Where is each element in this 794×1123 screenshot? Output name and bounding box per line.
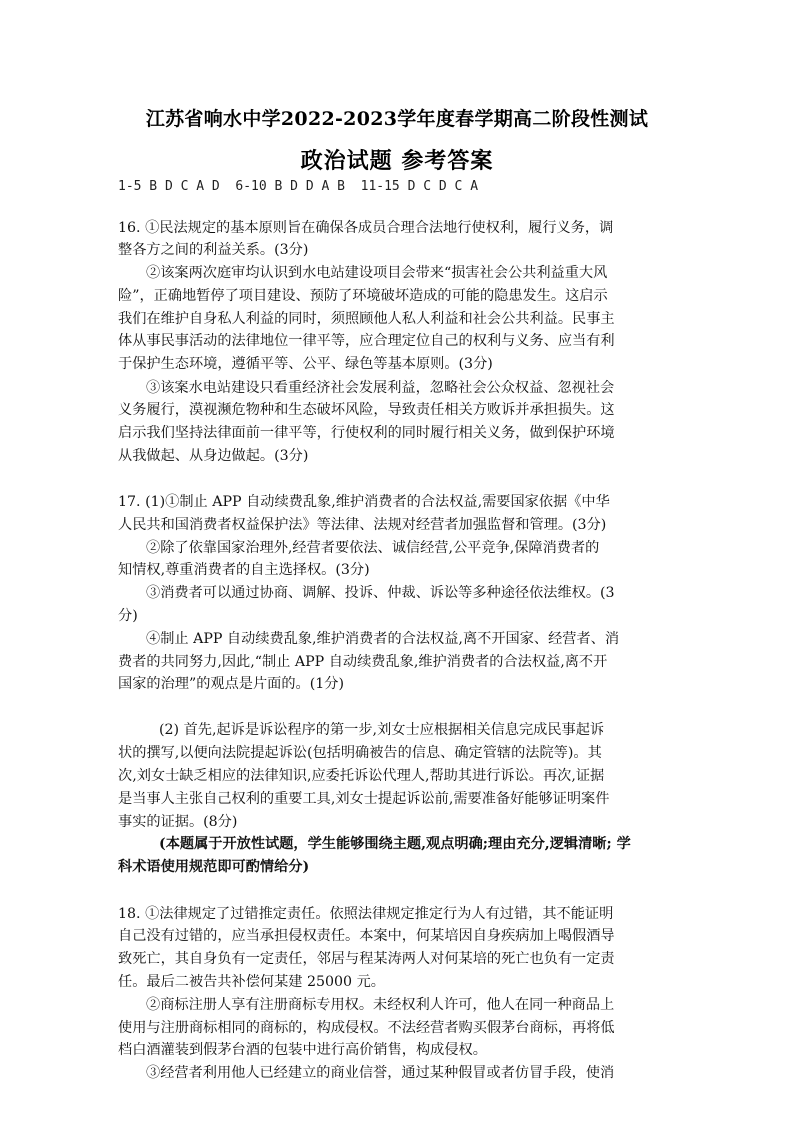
q18-line-8: ③经营者利用他人已经建立的商业信誉，通过某种假冒或者仿冒手段，使消 <box>146 1065 615 1081</box>
q16-line-1: 16. ①民法规定的基本原则旨在确保各成员合理合法地行使权利，履行义务，调 <box>118 220 614 236</box>
q17-2-line-1: (2) 首先,起诉是诉讼程序的第一步,刘女士应根据相关信息完成民事起诉 <box>159 722 605 738</box>
q16-line-8: ③该案水电站建设只看重经济社会发展利益，忽略社会公众权益、忽视社会 <box>146 380 615 396</box>
q17-2-line-3: 次,刘女士缺乏相应的法律知识,应委托诉讼代理人,帮助其进行诉讼。再次,证据 <box>118 768 605 784</box>
q18-line-1: 18. ①法律规定了过错推定责任。依照法律规定推定行为人有过错，其不能证明 <box>118 906 614 922</box>
q18-line-6: 使用与注册商标相同的商标的，构成侵权。不法经营者购买假茅台商标，再将低 <box>118 1020 615 1036</box>
document-subtitle: 政治试题 参考答案 <box>300 148 494 174</box>
q17-line-6: 分) <box>118 608 138 624</box>
q16-line-10: 启示我们坚持法律面前一律平等，行使权利的同时履行相关义务，做到保护环境 <box>118 425 615 441</box>
q16-line-7: 于保护生态环境，遵循平等、公平、绿色等基本原则。(3分) <box>118 356 493 372</box>
q17-line-3: ②除了依靠国家治理外,经营者要依法、诚信经营,公平竞争,保障消费者的 <box>146 540 600 556</box>
q16-line-11: 从我做起、从身边做起。(3分) <box>118 448 309 464</box>
q18-line-7: 档白酒灌装到假茅台酒的包装中进行高价销售，构成侵权。 <box>118 1042 487 1058</box>
q17-line-5: ③消费者可以通过协商、调解、投诉、仲裁、诉讼等多种途径依法维权。(3 <box>146 585 615 601</box>
q16-line-3: ②该案两次庭审均认识到水电站建设项目会带来“损害社会公共利益重大风 <box>146 265 608 281</box>
q17-2-line-2: 状的撰写,以便向法院提起诉讼(包括明确被告的信息、确定管辖的法院等)。其 <box>118 745 602 761</box>
q17-line-9: 国家的治理”的观点是片面的。(1分) <box>118 676 344 692</box>
grading-note-line-1: (本题属于开放性试题，学生能够围绕主题,观点明确;理由充分,逻辑清晰; 学 <box>159 836 631 852</box>
q16-line-2: 整各方之间的利益关系。(3分) <box>118 242 309 258</box>
q18-line-2: 自己没有过错的，应当承担侵权责任。本案中，何某培因自身疾病加上喝假酒导 <box>118 928 615 944</box>
q17-line-8: 费者的共同努力,因此,“制止 APP 自动续费乱象,维护消费者的合法权益,离不开 <box>118 654 608 670</box>
q17-line-4: 知情权,尊重消费者的自主选择权。(3分) <box>118 562 370 578</box>
q18-line-5: ②商标注册人享有注册商标专用权。未经权利人许可，他人在同一种商品上 <box>146 997 615 1013</box>
q16-line-6: 体从事民事活动的法律地位一律平等，应合理定位自己的权利与义务、应当有利 <box>118 333 615 349</box>
q16-line-4: 险”，正确地暂停了项目建设、预防了环境破坏造成的可能的隐患发生。这启示 <box>118 288 608 304</box>
q16-line-5: 我们在维护自身私人利益的同时，须照顾他人私人利益和社会公共利益。民事主 <box>118 311 615 327</box>
document-title: 江苏省响水中学2022-2023学年度春学期高二阶段性测试 <box>145 108 649 130</box>
q17-line-2: 人民共和国消费者权益保护法》等法律、法规对经营者加强监督和管理。(3分) <box>118 517 607 533</box>
q17-line-7: ④制止 APP 自动续费乱象,维护消费者的合法权益,离不开国家、经营者、消 <box>146 631 620 647</box>
q17-2-line-4: 是当事人主张自己权利的重要工具,刘女士提起诉讼前,需要准备好能够证明案件 <box>118 791 610 807</box>
q17-2-line-5: 事实的证据。(8分) <box>118 814 238 830</box>
q18-line-3: 致死亡，其自身负有一定责任，邻居与程某涛两人对何某培的死亡也负有一定责 <box>118 951 615 967</box>
grading-note-line-2: 科术语使用规范即可酌情给分) <box>118 859 310 875</box>
q18-line-4: 任。最后二被告共补偿何某建 25000 元。 <box>118 974 385 990</box>
multiple-choice-answers: 1-5 B D C A D 6-10 B D D A B 11-15 D C D C A <box>118 179 479 194</box>
q17-line-1: 17. (1)①制止 APP 自动续费乱象,维护消费者的合法权益,需要国家依据《中华 <box>118 494 610 510</box>
q16-line-9: 义务履行，漠视濒危物种和生态破坏风险，导致责任相关方败诉并承担损失。这 <box>118 402 615 418</box>
